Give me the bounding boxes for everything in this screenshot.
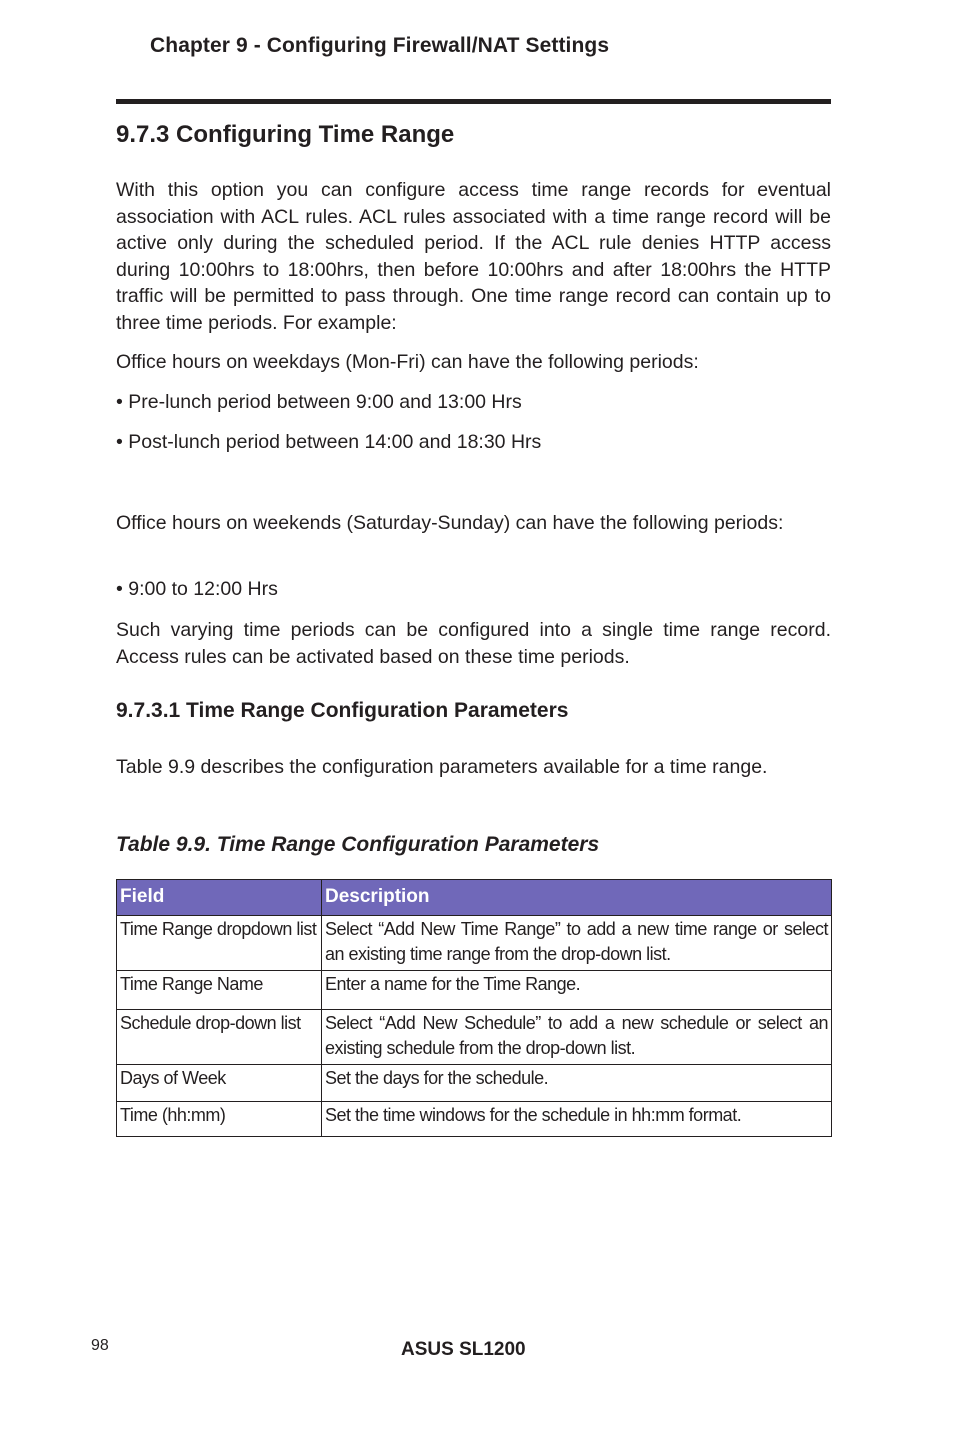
description-cell: Set the time windows for the schedule in hh:mm format.: [322, 1102, 832, 1137]
header-rule: [116, 99, 831, 104]
column-header-description: Description: [322, 880, 832, 916]
table-row: [117, 1065, 832, 1102]
footer-product-name: ASUS SL1200: [401, 1339, 526, 1360]
description-cell: Enter a name for the Time Range.: [322, 971, 832, 1010]
table-row: [117, 916, 832, 971]
table-header-row: [117, 880, 832, 916]
weekdays-paragraph: Office hours on weekdays (Mon-Fri) can have the following periods:: [116, 351, 699, 373]
field-cell: Schedule drop-down list: [117, 1010, 322, 1065]
table-row: [117, 1010, 832, 1065]
list-item: • Pre-lunch period between 9:00 and 13:00 Hrs: [116, 391, 522, 413]
section-title: 9.7.3 Configuring Time Range: [116, 121, 455, 148]
field-cell: Time Range Name: [117, 971, 322, 1010]
field-cell: Time Range dropdown list: [117, 916, 322, 971]
weekends-paragraph: Office hours on weekends (Saturday-Sunday) can have the following periods:: [116, 512, 784, 534]
subsection-intro-paragraph: Table 9.9 describes the configuration parameters available for a time range.: [116, 756, 768, 778]
closing-paragraph: Such varying time periods can be configured into a single time range record. Access rules can be activated based on these time periods.: [116, 619, 831, 668]
table-row: [117, 971, 832, 1010]
table-caption: Table 9.9. Time Range Configuration Parameters: [116, 833, 600, 856]
column-header-field: Field: [117, 880, 322, 916]
list-item: • 9:00 to 12:00 Hrs: [116, 578, 278, 600]
description-cell: Set the days for the schedule.: [322, 1065, 832, 1102]
page-number: 98: [91, 1337, 109, 1354]
chapter-header: Chapter 9 - Configuring Firewall/NAT Settings: [150, 34, 610, 57]
field-cell: Days of Week: [117, 1065, 322, 1102]
field-cell: Time (hh:mm): [117, 1102, 322, 1137]
parameters-table: [116, 879, 832, 1137]
subsection-title: 9.7.3.1 Time Range Configuration Parameters: [116, 699, 569, 722]
description-cell: Select “Add New Time Range” to add a new time range or select an existing time range from the drop-down list.: [322, 916, 832, 971]
list-item: • Post-lunch period between 14:00 and 18:30 Hrs: [116, 431, 542, 453]
section-intro-paragraph: With this option you can configure access time range records for eventual association with ACL rules. ACL rules associated with a time range record will be active only during the scheduled period. If the ACL rule denies HTTP access during 10:00hrs to 18:00hrs, then before 10:00hrs and after 18:00hrs the HTTP traffic will be permitted to pass through. One time range record can contain up to three time periods. For example:: [116, 179, 831, 334]
table-row: [117, 1102, 832, 1137]
description-cell: Select “Add New Schedule” to add a new schedule or select an existing schedule from the drop-down list.: [322, 1010, 832, 1065]
